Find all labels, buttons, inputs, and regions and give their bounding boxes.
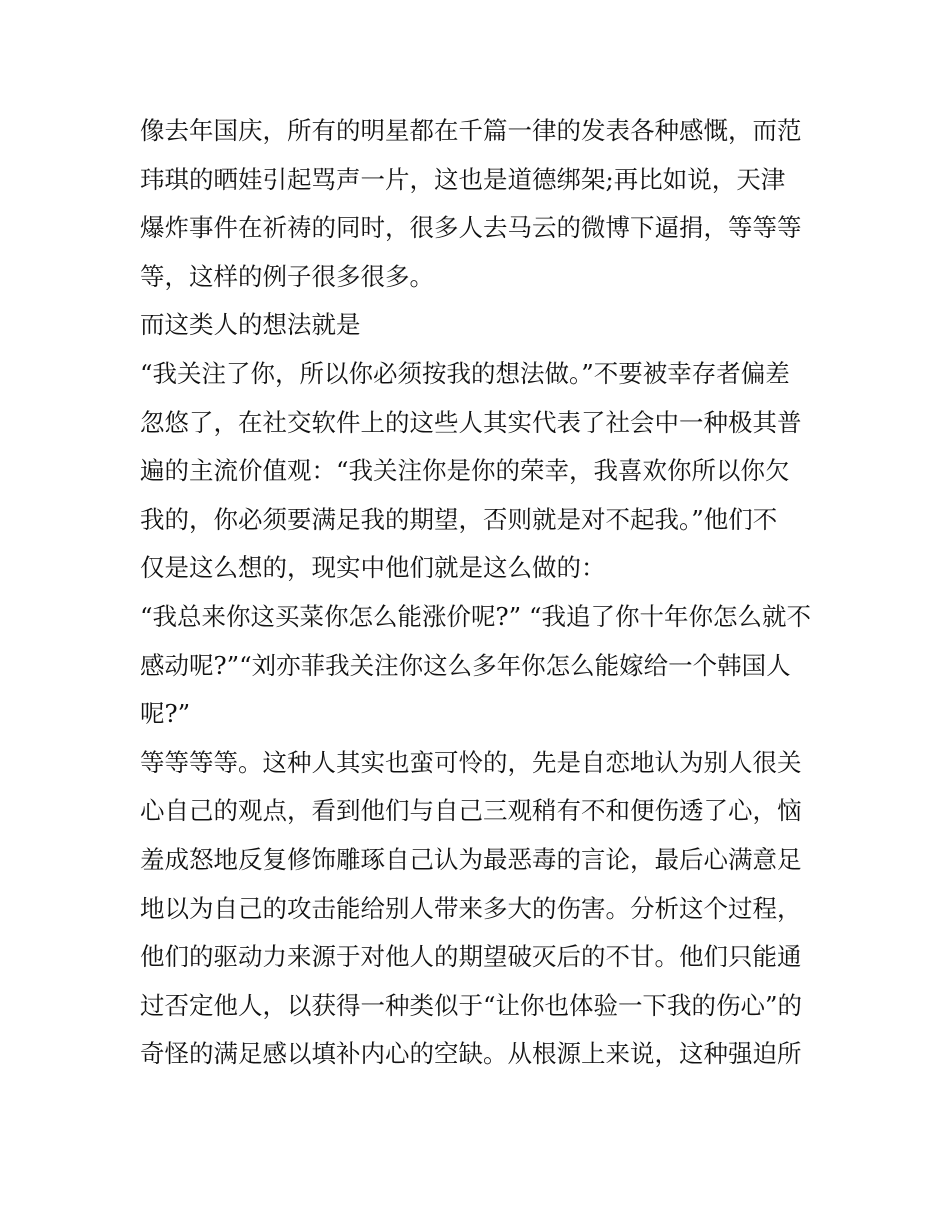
text-line: 忽悠了，在社交软件上的这些人其实代表了社会中一种极其普 (140, 407, 802, 437)
text-line: “我关注了你，所以你必须按我的想法做。”不要被幸存者偏差 (140, 358, 790, 388)
text-line: “我总来你这买菜你怎么能涨价呢?” “我追了你十年你怎么就不 (140, 601, 811, 631)
text-line: 羞成怒地反复修饰雕琢自己认为最恶毒的言论，最后心满意足 (140, 844, 802, 874)
body-text (140, 107, 820, 1079)
text-line: 遍的主流价值观：“我关注你是你的荣幸，我喜欢你所以你欠 (140, 456, 790, 486)
text-line: 奇怪的满足感以填补内心的空缺。从根源上来说，这种强迫所 (140, 1039, 802, 1069)
text-line: 而这类人的想法就是 (140, 310, 361, 340)
text-line: 呢?” (140, 699, 191, 729)
text-line: 感动呢?”“刘亦菲我关注你这么多年你怎么能嫁给一个韩国人 (140, 650, 791, 680)
text-line: 他们的驱动力来源于对他人的期望破灭后的不甘。他们只能通 (140, 942, 802, 972)
text-line: 过否定他人，以获得一种类似于“让你也体验一下我的伤心”的 (140, 990, 803, 1020)
text-line: 爆炸事件在祈祷的同时，很多人去马云的微博下逼捐，等等等 (140, 213, 802, 243)
text-line: 我的，你必须要满足我的期望，否则就是对不起我。”他们不 (140, 504, 778, 534)
text-line: 等，这样的例子很多很多。 (140, 261, 434, 291)
text-line: 玮琪的晒娃引起骂声一片，这也是道德绑架;再比如说，天津 (140, 164, 786, 194)
text-line: 等等等等。这种人其实也蛮可怜的，先是自恋地认为别人很关 (140, 747, 802, 777)
text-line: 地以为自己的攻击能给别人带来多大的伤害。分析这个过程， (140, 893, 802, 923)
text-line: 心自己的观点，看到他们与自己三观稍有不和便伤透了心，恼 (140, 796, 802, 826)
text-line: 像去年国庆，所有的明星都在千篇一律的发表各种感慨，而范 (140, 116, 802, 145)
text-line: 仅是这么想的，现实中他们就是这么做的： (140, 553, 606, 583)
